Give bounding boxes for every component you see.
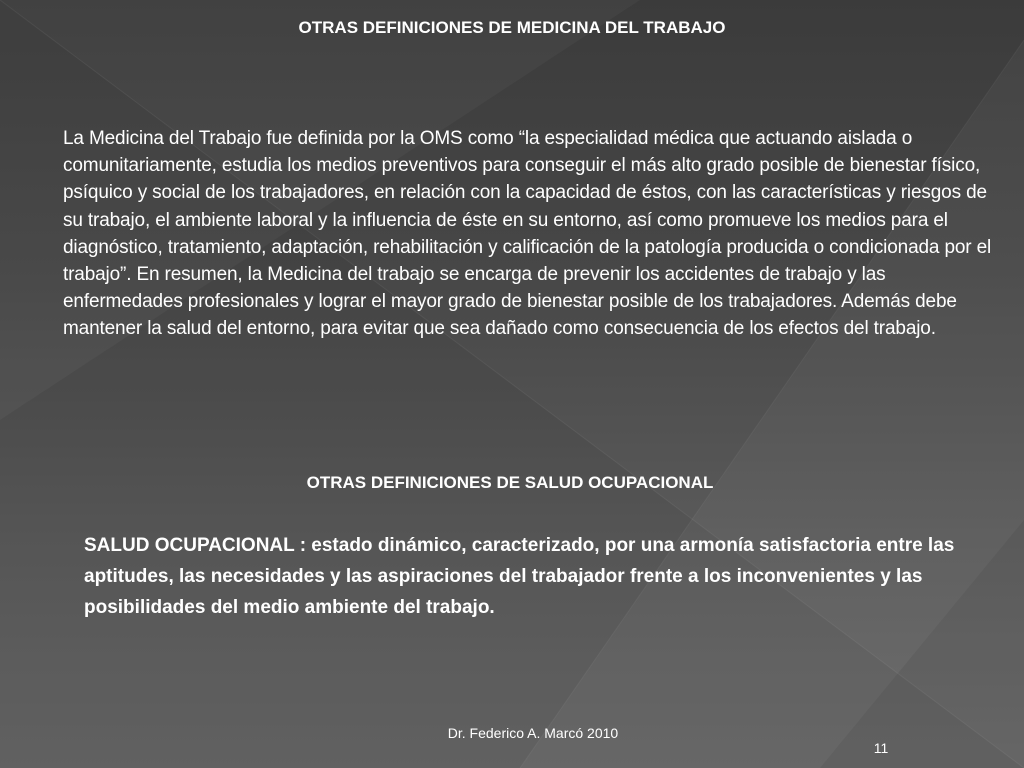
medicina-del-trabajo-definition: La Medicina del Trabajo fue definida por la OMS como “la especialidad médica que actuando aislada o comunitariamente, estudia los medios preventivos para conseguir el más alto grado posible de bienestar físico, psíquico y social de los trabajadores, en relación con la capacidad de éstos, con las características y riesgos de su trabajo, el ambiente laboral y la influencia de éste en su entorno, así como promueve los medios para el diagnóstico, tratamiento, adaptación, rehabilitación y calificación de la patología producida o condicionada por el trabajo”. En resumen, la Medicina del trabajo se encarga de prevenir los accidentes de trabajo y las enfermedades profesionales y lograr el mayor grado de bienestar posible de los trabajadores. Además debe mantener la salud del entorno, para evitar que sea dañado como consecuencia de los efectos del trabajo.: [63, 128, 992, 340]
page-number: 11: [873, 740, 889, 756]
slide-subtitle: OTRAS DEFINICIONES DE SALUD OCUPACIONAL: [306, 473, 714, 492]
slide-title: OTRAS DEFINICIONES DE MEDICINA DEL TRABAJO: [298, 18, 726, 37]
salud-ocupacional-definition: SALUD OCUPACIONAL : estado dinámico, caracterizado, por una armonía satisfactoria entre las aptitudes, las necesidades y las aspiraciones del trabajador frente a los inconvenientes y las posibilidades del medio ambiente del trabajo.: [84, 535, 955, 618]
slide-footer: Dr. Federico A. Marcó 2010: [447, 725, 619, 741]
